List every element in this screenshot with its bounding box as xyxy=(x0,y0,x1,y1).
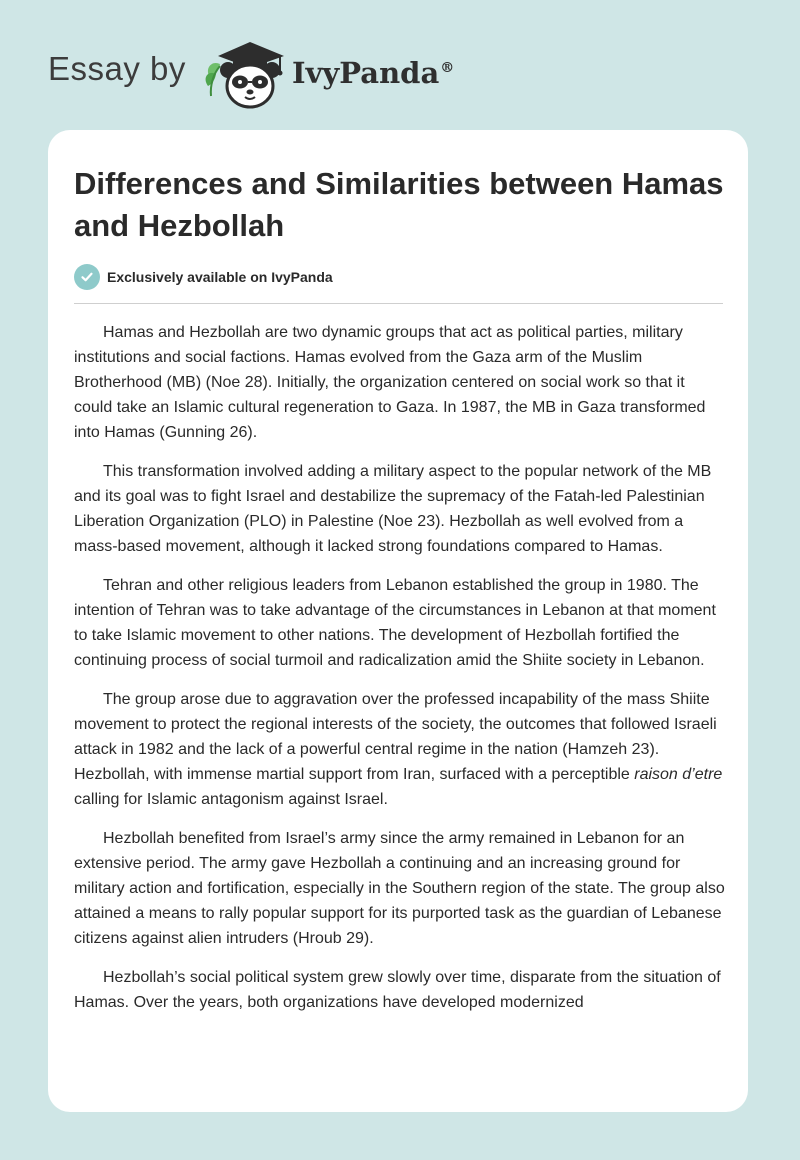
essay-card xyxy=(48,130,748,1112)
paragraph xyxy=(74,687,726,812)
paragraph-text: The group arose due to aggravation over the professed incapability of the mass Shiite movement to protect the regional interests of the society, the outcomes that followed Israeli attack in 1982 and the lack of a powerful central regime in the nation (Hamzeh 23). Hezbollah, with immense martial support from Iran, surfaced with a perceptible xyxy=(74,691,717,783)
paragraph-emphasis: raison d’etre xyxy=(634,766,723,783)
check-circle-icon xyxy=(74,264,100,290)
paragraph: Hezbollah benefited from Israel’s army since the army remained in Lebanon for an extensive period. The army gave Hezbollah a continuing and an increasing ground for military action and fortification, especially in the Southern region of the state. The group also attained a means to rally popular support for its purported task as the guardian of Lebanese citizens against alien intruders (Hroub 29). xyxy=(74,830,725,947)
paragraph-text: calling for Islamic antagonism against Israel. xyxy=(74,791,388,808)
exclusive-badge xyxy=(74,264,333,290)
paragraph: Tehran and other religious leaders from Lebanon established the group in 1980. The intention of Tehran was to take advantage of the circumstances in Lebanon at that moment to take Islamic movement to other nations. The development of Hezbollah fortified the continuing process of social turmoil and radicalization amid the Shiite society in Lebanon. xyxy=(74,577,716,669)
page-title: Differences and Similarities between Hamas and Hezbollah xyxy=(74,166,724,243)
brand-prefix: Essay by xyxy=(48,50,186,87)
badge-label: Exclusively available on IvyPanda xyxy=(107,269,333,285)
essay-body xyxy=(74,320,726,1029)
panda-graduate-logo-icon[interactable] xyxy=(200,34,290,112)
brand-name-text: IvyPanda xyxy=(292,56,440,90)
registered-mark: ® xyxy=(440,60,455,77)
paragraph: Hamas and Hezbollah are two dynamic groups that act as political parties, military institutions and social factions. Hamas evolved from the Gaza arm of the Muslim Brotherhood (MB) (Noe 28). Initially, the organization centered on social work so that it could take an Islamic cultural regeneration to Gaza. In 1987, the MB in Gaza transformed into Hamas (Gunning 26). xyxy=(74,324,706,441)
paragraph: This transformation involved adding a military aspect to the popular network of the MB and its goal was to fight Israel and destabilize the supremacy of the Fatah-led Palestinian Liberation Organization (PLO) in Palestine (Noe 23). Hezbollah as well evolved from a mass-based movement, although it lacked strong foundations compared to Hamas. xyxy=(74,463,712,555)
brand-name[interactable] xyxy=(292,56,454,90)
brand-header xyxy=(48,34,508,114)
divider xyxy=(74,303,723,304)
paragraph: Hezbollah’s social political system grew slowly over time, disparate from the situation of Hamas. Over the years, both organizations have developed modernized xyxy=(74,969,721,1011)
